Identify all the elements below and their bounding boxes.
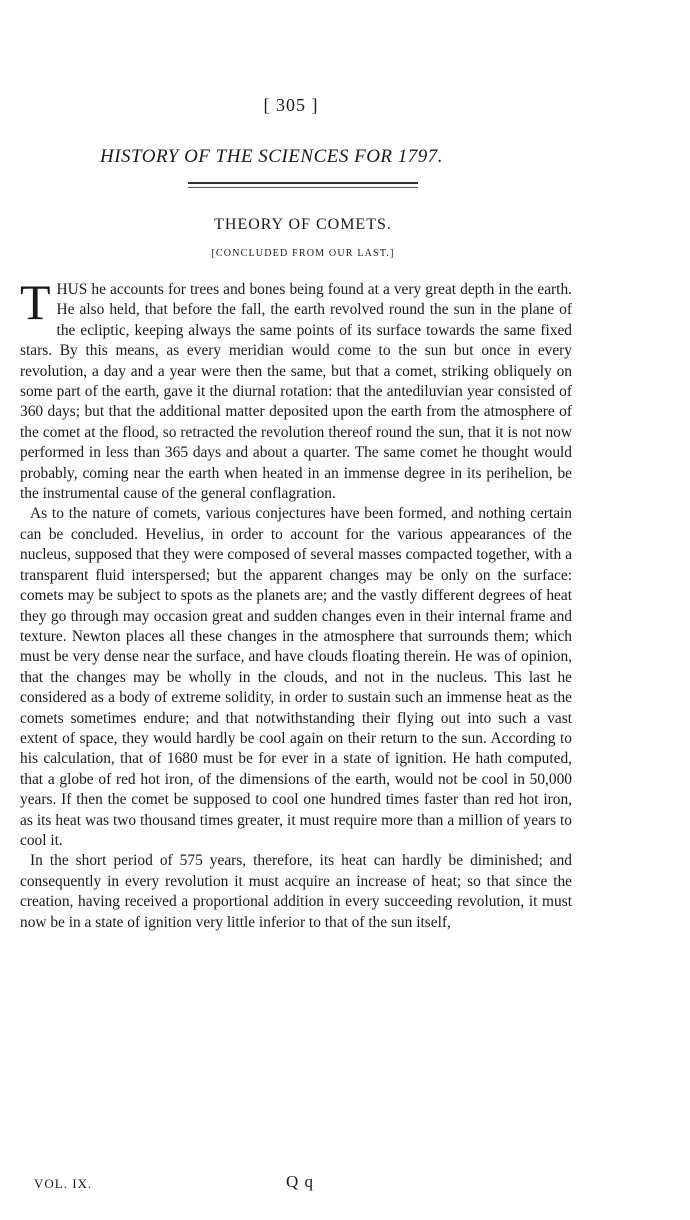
page-number: [ 305 ]	[263, 95, 319, 115]
paragraph-2: As to the nature of comets, various conjectures have been formed, and nothing certain can be concluded. Hevelius, in order to account for the various appearances of the nucleus, supposed that they were composed of several masses compacted together, with a transparent fluid interspersed; but the apparent changes may be only on the surface: comets may be subject to spots as the planets are; and the vastly different degrees of heat they go through may occasion great and sudden changes even in their internal frame and texture. Newton places all these changes in the atmosphere that surrounds them; which must be very dense near the surface, and have clouds floating therein. He was of opinion, that the changes may be wholly in the clouds, and not in the nucleus. This last he considered as a body of extreme solidity, in order to sustain such an immense heat as the comets sometimes endure; and that notwithstanding their flying out into such a vast extent of space, they would hardly be cool again on their return to the sun. According to his calculation, that of 1680 must be for ever in a state of ignition. He hath computed, that a globe of red hot iron, of the dimensions of the earth, would not be cool in 50,000 years. If then the comet be supposed to cool one hundred times faster than red hot iron, as its heat was two thousand times greater, it must require more than a million of years to cool it.	[20, 505, 572, 849]
paragraph-1	[20, 274, 572, 504]
title-rule-thin	[188, 187, 418, 188]
title-rule	[188, 182, 418, 184]
article-title: THEORY OF COMETS.	[214, 216, 392, 233]
running-title: HISTORY OF THE SCIENCES FOR 1797.	[100, 146, 444, 167]
continuation-note: [CONCLUDED FROM OUR LAST.]	[211, 248, 395, 259]
volume-label: VOL. IX.	[34, 1176, 93, 1191]
paragraph-1-text: HUS he accounts for trees and bones being found at a very great depth in the earth. He also held, that before the fall, the earth revolved round the sun in the plane of the ecliptic, keeping always the same points of its surface towards the same fixed stars. By this means, as every meridian would come to the sun but once in every revolution, a day and a year were then the same, but that a comet, striking obliquely on some part of the earth, gave it the diurnal rotation: that the antediluvian year consisted of 360 days; but that the additional matter deposited upon the earth from the atmosphere of the comet at the flood, so retracted the revolution thereof round the sun, that it is not now performed in less than 365 days and about a quarter. The same comet he thought would probably, coming near the earth when heated in an immense degree in its perihelion, be the instrumental cause of the general conflagration.	[20, 281, 572, 503]
article-body	[20, 274, 572, 933]
signature-mark: Q q	[286, 1172, 315, 1191]
drop-cap: T	[20, 274, 51, 330]
paragraph-3: In the short period of 575 years, therefore, its heat can hardly be diminished; and consequently in every revolution it must acquire an increase of heat; so that since the creation, having received a proportional addition in every succeeding revolution, it must now be in a state of ignition very little inferior to that of the sun itself,	[20, 852, 572, 931]
